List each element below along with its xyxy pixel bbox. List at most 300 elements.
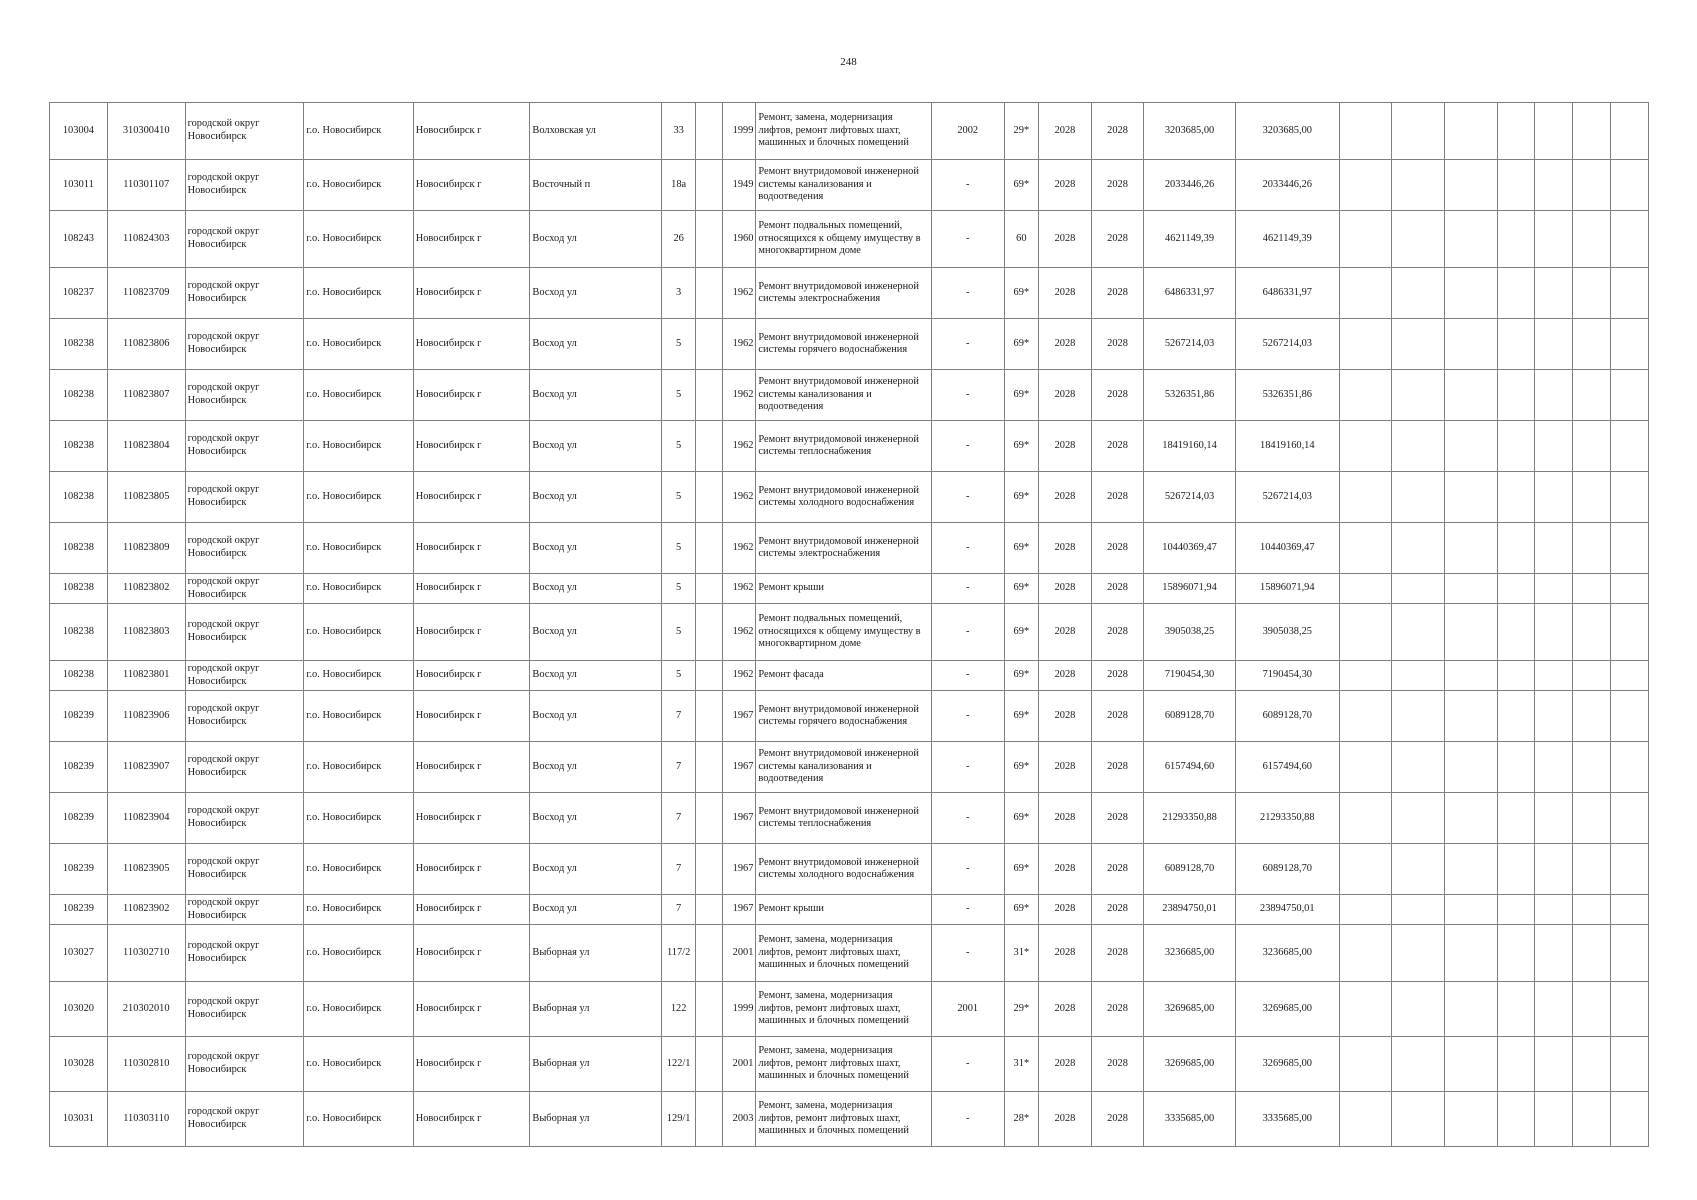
empty-cell — [1535, 604, 1573, 661]
empty-cell — [1497, 844, 1535, 895]
empty-cell — [1535, 472, 1573, 523]
empty-cell — [1444, 370, 1497, 421]
row-work-type: Ремонт внутридомовой инженерной системы канализования и водоотведения — [756, 160, 932, 211]
row-house: 5 — [661, 370, 696, 421]
empty-cell — [1392, 370, 1445, 421]
row-municipality: г.о. Новосибирск — [304, 661, 413, 691]
row-code: 110823906 — [107, 691, 185, 742]
row-total: 5267214,03 — [1235, 319, 1339, 370]
row-district: городской округ Новосибирск — [185, 160, 304, 211]
row-total: 2033446,26 — [1235, 160, 1339, 211]
row-municipality: г.о. Новосибирск — [304, 319, 413, 370]
empty-cell — [1611, 523, 1649, 574]
row-code: 310300410 — [107, 103, 185, 160]
row-id: 103027 — [50, 925, 108, 982]
row-house: 5 — [661, 319, 696, 370]
row-district: городской округ Новосибирск — [185, 793, 304, 844]
empty-cell — [1535, 370, 1573, 421]
row-city: Новосибирск г — [413, 211, 530, 268]
empty-cell — [1573, 604, 1611, 661]
row-code: 110824303 — [107, 211, 185, 268]
row-cost: 5267214,03 — [1144, 319, 1235, 370]
row-year-built: 1962 — [722, 370, 756, 421]
row-year-built: 1967 — [722, 691, 756, 742]
row-municipality: г.о. Новосибирск — [304, 742, 413, 793]
table-row — [50, 925, 1649, 982]
row-city: Новосибирск г — [413, 982, 530, 1037]
row-prev-repair-year: - — [931, 1092, 1004, 1147]
empty-cell — [1444, 472, 1497, 523]
empty-cell — [1535, 1092, 1573, 1147]
row-street: Восход ул — [530, 574, 661, 604]
row-city: Новосибирск г — [413, 523, 530, 574]
row-cost: 3335685,00 — [1144, 1092, 1235, 1147]
row-prev-repair-year: - — [931, 604, 1004, 661]
row-city: Новосибирск г — [413, 103, 530, 160]
row-code: 110301107 — [107, 160, 185, 211]
row-district: городской округ Новосибирск — [185, 844, 304, 895]
empty-cell — [1497, 370, 1535, 421]
row-id: 108243 — [50, 211, 108, 268]
row-year-to: 2028 — [1091, 421, 1144, 472]
empty-cell — [1497, 421, 1535, 472]
empty-cell — [1497, 604, 1535, 661]
row-house: 5 — [661, 472, 696, 523]
empty-cell — [1444, 691, 1497, 742]
empty-cell — [1444, 982, 1497, 1037]
row-municipality: г.о. Новосибирск — [304, 604, 413, 661]
row-code: 110823806 — [107, 319, 185, 370]
row-district: городской округ Новосибирск — [185, 1092, 304, 1147]
row-year-to: 2028 — [1091, 574, 1144, 604]
row-wear: 69* — [1004, 370, 1039, 421]
row-city: Новосибирск г — [413, 370, 530, 421]
empty-cell — [1444, 844, 1497, 895]
row-municipality: г.о. Новосибирск — [304, 1092, 413, 1147]
row-wear: 31* — [1004, 1037, 1039, 1092]
row-code: 110823801 — [107, 661, 185, 691]
row-work-type: Ремонт, замена, модернизация лифтов, ремонт лифтовых шахт, машинных и блочных помещений — [756, 1037, 932, 1092]
row-district: городской округ Новосибирск — [185, 691, 304, 742]
empty-cell — [1611, 370, 1649, 421]
row-district: городской округ Новосибирск — [185, 472, 304, 523]
row-district: городской округ Новосибирск — [185, 268, 304, 319]
row-year-to: 2028 — [1091, 691, 1144, 742]
row-year-built: 1967 — [722, 895, 756, 925]
row-total: 6486331,97 — [1235, 268, 1339, 319]
row-municipality: г.о. Новосибирск — [304, 523, 413, 574]
row-prev-repair-year: - — [931, 268, 1004, 319]
row-wear: 69* — [1004, 793, 1039, 844]
empty-cell — [1535, 1037, 1573, 1092]
row-district: городской округ Новосибирск — [185, 925, 304, 982]
empty-cell — [1392, 160, 1445, 211]
row-city: Новосибирск г — [413, 661, 530, 691]
row-id: 108237 — [50, 268, 108, 319]
row-municipality: г.о. Новосибирск — [304, 211, 413, 268]
empty-cell — [1497, 574, 1535, 604]
empty-cell — [1339, 982, 1392, 1037]
empty-cell — [1535, 925, 1573, 982]
empty-cell — [1444, 421, 1497, 472]
repair-register-table — [49, 102, 1649, 1147]
row-wear: 69* — [1004, 268, 1039, 319]
row-municipality: г.о. Новосибирск — [304, 895, 413, 925]
row-district: городской округ Новосибирск — [185, 319, 304, 370]
empty-cell — [1392, 211, 1445, 268]
empty-cell — [1535, 982, 1573, 1037]
row-total: 18419160,14 — [1235, 421, 1339, 472]
row-house: 5 — [661, 523, 696, 574]
row-year-built: 1962 — [722, 472, 756, 523]
row-code: 110823902 — [107, 895, 185, 925]
empty-cell — [1339, 895, 1392, 925]
row-municipality: г.о. Новосибирск — [304, 925, 413, 982]
row-municipality: г.о. Новосибирск — [304, 160, 413, 211]
table-row — [50, 268, 1649, 319]
row-cost: 10440369,47 — [1144, 523, 1235, 574]
row-municipality: г.о. Новосибирск — [304, 574, 413, 604]
row-house: 7 — [661, 844, 696, 895]
row-year-from: 2028 — [1039, 742, 1092, 793]
row-work-type: Ремонт подвальных помещений, относящихся к общему имуществу в многоквартирном доме — [756, 604, 932, 661]
row-year-from: 2028 — [1039, 844, 1092, 895]
row-year-built: 2001 — [722, 1037, 756, 1092]
empty-cell — [1573, 160, 1611, 211]
empty-cell — [1573, 421, 1611, 472]
row-code: 110302710 — [107, 925, 185, 982]
empty-cell — [1573, 793, 1611, 844]
empty-cell — [1611, 574, 1649, 604]
row-work-type: Ремонт внутридомовой инженерной системы горячего водоснабжения — [756, 691, 932, 742]
empty-cell — [1497, 925, 1535, 982]
row-year-to: 2028 — [1091, 925, 1144, 982]
row-year-built: 1967 — [722, 844, 756, 895]
row-wear: 69* — [1004, 472, 1039, 523]
empty-cell — [1535, 691, 1573, 742]
row-house: 7 — [661, 793, 696, 844]
row-municipality: г.о. Новосибирск — [304, 370, 413, 421]
table-row — [50, 370, 1649, 421]
row-work-type: Ремонт внутридомовой инженерной системы холодного водоснабжения — [756, 844, 932, 895]
row-total: 3269685,00 — [1235, 982, 1339, 1037]
row-wear: 29* — [1004, 982, 1039, 1037]
row-wear: 69* — [1004, 895, 1039, 925]
row-wear: 29* — [1004, 103, 1039, 160]
row-building — [696, 844, 722, 895]
row-id: 108239 — [50, 793, 108, 844]
row-cost: 3269685,00 — [1144, 1037, 1235, 1092]
row-prev-repair-year: - — [931, 925, 1004, 982]
row-house: 7 — [661, 895, 696, 925]
row-year-from: 2028 — [1039, 472, 1092, 523]
empty-cell — [1573, 691, 1611, 742]
row-street: Восход ул — [530, 604, 661, 661]
row-year-built: 1949 — [722, 160, 756, 211]
row-municipality: г.о. Новосибирск — [304, 103, 413, 160]
empty-cell — [1535, 742, 1573, 793]
empty-cell — [1573, 742, 1611, 793]
row-street: Восход ул — [530, 691, 661, 742]
empty-cell — [1392, 661, 1445, 691]
row-wear: 69* — [1004, 691, 1039, 742]
row-house: 3 — [661, 268, 696, 319]
empty-cell — [1444, 1092, 1497, 1147]
row-code: 110302810 — [107, 1037, 185, 1092]
empty-cell — [1339, 103, 1392, 160]
row-id: 108239 — [50, 742, 108, 793]
table-row — [50, 895, 1649, 925]
empty-cell — [1573, 844, 1611, 895]
row-city: Новосибирск г — [413, 268, 530, 319]
row-id: 103031 — [50, 1092, 108, 1147]
row-year-from: 2028 — [1039, 982, 1092, 1037]
row-district: городской округ Новосибирск — [185, 574, 304, 604]
row-building — [696, 574, 722, 604]
row-city: Новосибирск г — [413, 472, 530, 523]
empty-cell — [1444, 319, 1497, 370]
empty-cell — [1573, 1092, 1611, 1147]
row-district: городской округ Новосибирск — [185, 103, 304, 160]
row-street: Выборная ул — [530, 1037, 661, 1092]
empty-cell — [1339, 925, 1392, 982]
row-year-from: 2028 — [1039, 1037, 1092, 1092]
row-year-built: 1962 — [722, 661, 756, 691]
row-house: 26 — [661, 211, 696, 268]
row-year-to: 2028 — [1091, 472, 1144, 523]
page-number: 248 — [840, 56, 857, 68]
row-district: городской округ Новосибирск — [185, 742, 304, 793]
empty-cell — [1497, 895, 1535, 925]
empty-cell — [1573, 268, 1611, 319]
row-work-type: Ремонт внутридомовой инженерной системы теплоснабжения — [756, 421, 932, 472]
row-year-from: 2028 — [1039, 370, 1092, 421]
row-year-from: 2028 — [1039, 895, 1092, 925]
row-work-type: Ремонт, замена, модернизация лифтов, ремонт лифтовых шахт, машинных и блочных помещений — [756, 982, 932, 1037]
row-total: 5326351,86 — [1235, 370, 1339, 421]
row-street: Восход ул — [530, 742, 661, 793]
row-city: Новосибирск г — [413, 574, 530, 604]
empty-cell — [1339, 604, 1392, 661]
row-prev-repair-year: - — [931, 319, 1004, 370]
row-municipality: г.о. Новосибирск — [304, 472, 413, 523]
row-year-to: 2028 — [1091, 103, 1144, 160]
row-building — [696, 691, 722, 742]
table-row — [50, 691, 1649, 742]
row-year-built: 1962 — [722, 523, 756, 574]
row-district: городской округ Новосибирск — [185, 604, 304, 661]
row-street: Восход ул — [530, 421, 661, 472]
row-prev-repair-year: - — [931, 793, 1004, 844]
row-code: 110823809 — [107, 523, 185, 574]
row-year-built: 1962 — [722, 421, 756, 472]
row-work-type: Ремонт, замена, модернизация лифтов, ремонт лифтовых шахт, машинных и блочных помещений — [756, 103, 932, 160]
row-wear: 28* — [1004, 1092, 1039, 1147]
empty-cell — [1339, 574, 1392, 604]
row-year-built: 2001 — [722, 925, 756, 982]
row-cost: 7190454,30 — [1144, 661, 1235, 691]
row-year-to: 2028 — [1091, 211, 1144, 268]
empty-cell — [1497, 793, 1535, 844]
empty-cell — [1573, 982, 1611, 1037]
empty-cell — [1611, 925, 1649, 982]
row-year-to: 2028 — [1091, 742, 1144, 793]
row-street: Выборная ул — [530, 1092, 661, 1147]
row-id: 108238 — [50, 574, 108, 604]
empty-cell — [1497, 982, 1535, 1037]
row-prev-repair-year: - — [931, 1037, 1004, 1092]
empty-cell — [1339, 319, 1392, 370]
row-building — [696, 421, 722, 472]
row-building — [696, 160, 722, 211]
row-cost: 6157494,60 — [1144, 742, 1235, 793]
row-prev-repair-year: - — [931, 370, 1004, 421]
row-cost: 21293350,88 — [1144, 793, 1235, 844]
row-street: Восход ул — [530, 844, 661, 895]
row-building — [696, 370, 722, 421]
row-building — [696, 661, 722, 691]
row-municipality: г.о. Новосибирск — [304, 793, 413, 844]
empty-cell — [1339, 844, 1392, 895]
row-wear: 60 — [1004, 211, 1039, 268]
table-row — [50, 211, 1649, 268]
empty-cell — [1339, 370, 1392, 421]
row-year-built: 1967 — [722, 742, 756, 793]
empty-cell — [1444, 895, 1497, 925]
row-code: 210302010 — [107, 982, 185, 1037]
empty-cell — [1444, 523, 1497, 574]
table-row — [50, 844, 1649, 895]
empty-cell — [1392, 742, 1445, 793]
empty-cell — [1535, 211, 1573, 268]
empty-cell — [1535, 895, 1573, 925]
row-street: Восход ул — [530, 661, 661, 691]
row-wear: 69* — [1004, 574, 1039, 604]
row-id: 108238 — [50, 421, 108, 472]
row-district: городской округ Новосибирск — [185, 523, 304, 574]
table-row — [50, 982, 1649, 1037]
row-building — [696, 1037, 722, 1092]
row-district: городской округ Новосибирск — [185, 1037, 304, 1092]
empty-cell — [1611, 472, 1649, 523]
row-city: Новосибирск г — [413, 1092, 530, 1147]
row-cost: 6486331,97 — [1144, 268, 1235, 319]
row-street: Волховская ул — [530, 103, 661, 160]
empty-cell — [1573, 472, 1611, 523]
row-work-type: Ремонт, замена, модернизация лифтов, ремонт лифтовых шахт, машинных и блочных помещений — [756, 1092, 932, 1147]
row-work-type: Ремонт внутридомовой инженерной системы электроснабжения — [756, 523, 932, 574]
row-year-from: 2028 — [1039, 160, 1092, 211]
row-code: 110823803 — [107, 604, 185, 661]
row-house: 7 — [661, 742, 696, 793]
row-building — [696, 1092, 722, 1147]
empty-cell — [1611, 103, 1649, 160]
row-wear: 69* — [1004, 742, 1039, 793]
empty-cell — [1573, 661, 1611, 691]
row-municipality: г.о. Новосибирск — [304, 691, 413, 742]
row-municipality: г.о. Новосибирск — [304, 982, 413, 1037]
row-year-to: 2028 — [1091, 160, 1144, 211]
row-work-type: Ремонт, замена, модернизация лифтов, ремонт лифтовых шахт, машинных и блочных помещений — [756, 925, 932, 982]
row-house: 5 — [661, 661, 696, 691]
empty-cell — [1339, 160, 1392, 211]
row-wear: 69* — [1004, 421, 1039, 472]
row-city: Новосибирск г — [413, 925, 530, 982]
empty-cell — [1339, 661, 1392, 691]
row-house: 7 — [661, 691, 696, 742]
row-code: 110823904 — [107, 793, 185, 844]
row-city: Новосибирск г — [413, 319, 530, 370]
empty-cell — [1392, 421, 1445, 472]
row-house: 33 — [661, 103, 696, 160]
row-street: Восход ул — [530, 319, 661, 370]
row-work-type: Ремонт внутридомовой инженерной системы электроснабжения — [756, 268, 932, 319]
row-work-type: Ремонт фасада — [756, 661, 932, 691]
row-prev-repair-year: - — [931, 472, 1004, 523]
row-house: 5 — [661, 604, 696, 661]
row-cost: 4621149,39 — [1144, 211, 1235, 268]
row-district: городской округ Новосибирск — [185, 211, 304, 268]
empty-cell — [1611, 268, 1649, 319]
empty-cell — [1611, 982, 1649, 1037]
row-cost: 3203685,00 — [1144, 103, 1235, 160]
row-total: 23894750,01 — [1235, 895, 1339, 925]
empty-cell — [1392, 472, 1445, 523]
empty-cell — [1497, 319, 1535, 370]
empty-cell — [1392, 844, 1445, 895]
row-year-to: 2028 — [1091, 370, 1144, 421]
row-building — [696, 793, 722, 844]
table-row — [50, 319, 1649, 370]
row-id: 108238 — [50, 523, 108, 574]
row-year-to: 2028 — [1091, 844, 1144, 895]
empty-cell — [1392, 793, 1445, 844]
row-total: 6089128,70 — [1235, 691, 1339, 742]
row-building — [696, 211, 722, 268]
row-total: 3335685,00 — [1235, 1092, 1339, 1147]
row-year-built: 1999 — [722, 982, 756, 1037]
row-year-built: 1962 — [722, 319, 756, 370]
empty-cell — [1444, 574, 1497, 604]
empty-cell — [1573, 895, 1611, 925]
row-total: 3203685,00 — [1235, 103, 1339, 160]
empty-cell — [1611, 793, 1649, 844]
row-id: 108238 — [50, 370, 108, 421]
empty-cell — [1392, 319, 1445, 370]
row-prev-repair-year: - — [931, 895, 1004, 925]
row-house: 18а — [661, 160, 696, 211]
row-year-from: 2028 — [1039, 661, 1092, 691]
row-id: 108239 — [50, 844, 108, 895]
empty-cell — [1392, 691, 1445, 742]
empty-cell — [1497, 160, 1535, 211]
row-building — [696, 925, 722, 982]
empty-cell — [1535, 421, 1573, 472]
table-row — [50, 472, 1649, 523]
row-city: Новосибирск г — [413, 604, 530, 661]
row-house: 122 — [661, 982, 696, 1037]
row-year-to: 2028 — [1091, 895, 1144, 925]
row-cost: 6089128,70 — [1144, 844, 1235, 895]
empty-cell — [1444, 793, 1497, 844]
empty-cell — [1611, 661, 1649, 691]
row-year-to: 2028 — [1091, 604, 1144, 661]
empty-cell — [1444, 661, 1497, 691]
row-cost: 3905038,25 — [1144, 604, 1235, 661]
row-total: 3269685,00 — [1235, 1037, 1339, 1092]
row-total: 6089128,70 — [1235, 844, 1339, 895]
row-year-to: 2028 — [1091, 319, 1144, 370]
